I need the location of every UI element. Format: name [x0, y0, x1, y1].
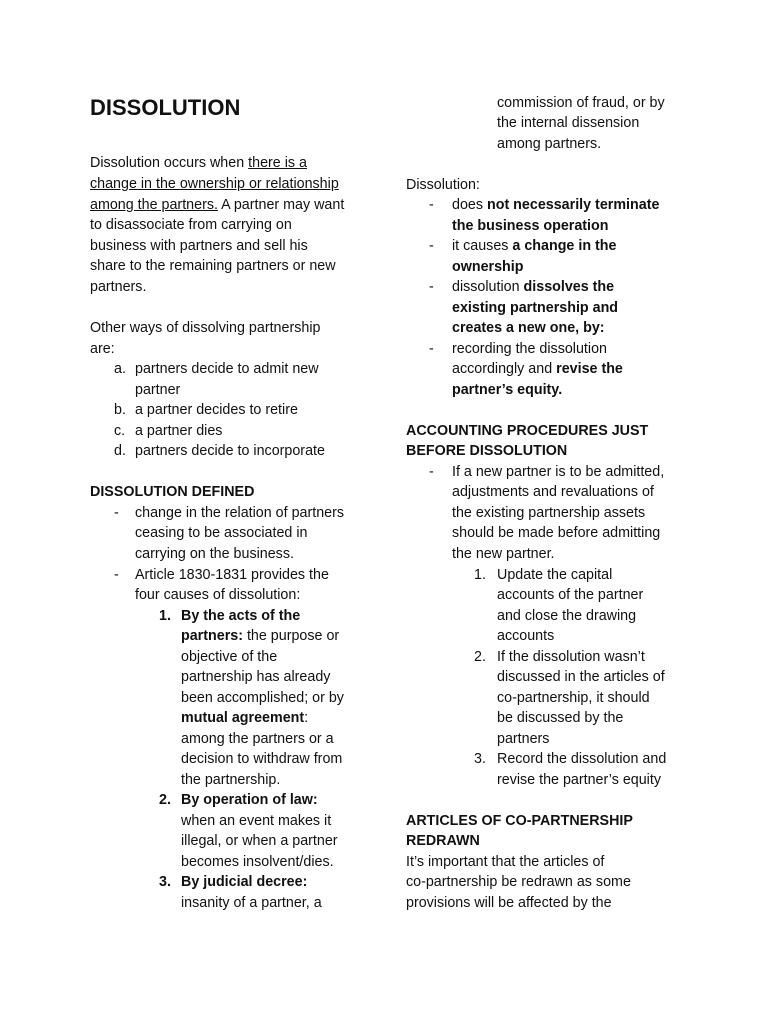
section-heading: ARTICLES OF CO-PARTNERSHIP [406, 813, 633, 829]
step-line: be discussed by the [497, 710, 624, 726]
bullet-line: ceasing to be associated in [135, 525, 308, 541]
cause-line [181, 708, 308, 729]
section-heading: BEFORE DISSOLUTION [406, 443, 568, 459]
dash-marker: - [429, 464, 434, 480]
page-title: DISSOLUTION [90, 95, 241, 120]
section-heading: DISSOLUTION DEFINED [90, 484, 255, 500]
bullet-line: If a new partner is to be admitted, [452, 464, 665, 480]
bullet-line: ownership [452, 259, 524, 275]
paragraph-line: are: [90, 341, 115, 357]
bullet-line: creates a new one, by: [452, 320, 605, 336]
step-line: partners [497, 731, 550, 747]
cause-line: insanity of a partner, a [181, 895, 322, 911]
bullet-line: change in the relation of partners [135, 505, 345, 521]
number-marker: 2. [159, 792, 171, 808]
intro-line: share to the remaining partners or new [90, 258, 336, 274]
list-item: partners decide to admit new [135, 361, 319, 377]
cause-line [181, 626, 339, 647]
underlined-text: among the partners. [90, 197, 218, 213]
bullet-line: the business operation [452, 218, 609, 234]
text: : [304, 710, 309, 726]
dash-marker: - [114, 567, 119, 583]
intro-line [90, 153, 307, 174]
cause-line: when an event makes it [181, 813, 332, 829]
cause-line: decision to withdraw from [181, 751, 343, 767]
bold-text: not necessarily terminate [486, 197, 660, 213]
cause-line: partnership has already [181, 669, 331, 685]
bold-text: partners: [181, 628, 243, 644]
text-line: the internal dissension [497, 115, 640, 131]
list-item: partner [135, 382, 181, 398]
paragraph-line: provisions will be affected by the [406, 895, 612, 911]
bullet-line: partner’s equity. [452, 382, 563, 398]
list-marker: a. [114, 361, 126, 377]
bullet-line: Article 1830-1831 provides the [135, 567, 329, 583]
paragraph-line: Other ways of dissolving partnership [90, 320, 321, 336]
text-line: among partners. [497, 136, 602, 152]
bullet-line [452, 359, 623, 380]
dash-marker: - [429, 197, 434, 213]
step-line: discussed in the articles of [497, 669, 665, 685]
paragraph-line: co-partnership be redrawn as some [406, 874, 631, 890]
step-line: accounts of the partner [497, 587, 644, 603]
number-marker: 3. [474, 751, 486, 767]
cause-line: the partnership. [181, 772, 281, 788]
dash-marker: - [114, 505, 119, 521]
number-marker: 1. [159, 608, 171, 624]
bold-text: dissolves the [523, 279, 615, 295]
bold-text: revise the [556, 361, 623, 377]
intro-line [90, 195, 344, 216]
bullet-line: existing partnership and [452, 300, 619, 316]
underlined-text: there is a [248, 155, 307, 171]
number-marker: 1. [474, 567, 486, 583]
step-line: and close the drawing [497, 608, 637, 624]
step-line: revise the partner’s equity [497, 772, 661, 788]
cause-line: illegal, or when a partner [181, 833, 338, 849]
cause-line: been accomplished; or by [181, 690, 344, 706]
list-item: a partner decides to retire [135, 402, 298, 418]
dash-marker: - [429, 279, 434, 295]
text: accordingly and [452, 361, 557, 377]
dash-marker: - [429, 238, 434, 254]
cause-line: By the acts of the [181, 608, 301, 624]
list-marker: b. [114, 402, 126, 418]
text: A partner may want [217, 197, 345, 213]
text: dissolution [452, 279, 524, 295]
paragraph-label: Dissolution: [406, 177, 480, 193]
bullet-line: adjustments and revaluations of [452, 484, 654, 500]
cause-line: By judicial decree: [181, 874, 308, 890]
section-heading: REDRAWN [406, 833, 480, 849]
text: Dissolution occurs when [90, 155, 249, 171]
step-line: co-partnership, it should [497, 690, 650, 706]
text-line: commission of fraud, or by [497, 95, 665, 111]
intro-line: partners. [90, 279, 147, 295]
text: it causes [452, 238, 513, 254]
section-heading: ACCOUNTING PROCEDURES JUST [406, 423, 649, 439]
cause-line: By operation of law: [181, 792, 318, 808]
list-item: partners decide to incorporate [135, 443, 325, 459]
bold-text: a change in the [512, 238, 617, 254]
list-marker: d. [114, 443, 126, 459]
list-marker: c. [114, 423, 126, 439]
list-item: a partner dies [135, 423, 223, 439]
bullet-line: the existing partnership assets [452, 505, 646, 521]
text: does [452, 197, 487, 213]
step-line: Record the dissolution and [497, 751, 667, 767]
number-marker: 2. [474, 649, 486, 665]
bullet-line: recording the dissolution [452, 341, 607, 357]
bullet-line: carrying on the business. [135, 546, 294, 562]
intro-line: business with partners and sell his [90, 238, 308, 254]
step-line: If the dissolution wasn’t [497, 649, 645, 665]
cause-line: among the partners or a [181, 731, 334, 747]
intro-line: change in the ownership or relationship [90, 176, 339, 192]
intro-line: to disassociate from carrying on [90, 217, 292, 233]
bullet-line: four causes of dissolution: [135, 587, 301, 603]
cause-line: becomes insolvent/dies. [181, 854, 334, 870]
number-marker: 3. [159, 874, 171, 890]
cause-line: objective of the [181, 649, 278, 665]
bullet-line [452, 195, 659, 216]
text: the purpose or [242, 628, 340, 644]
step-line: accounts [497, 628, 555, 644]
bold-text: mutual agreement [181, 710, 305, 726]
step-line: Update the capital [497, 567, 613, 583]
bullet-line [452, 236, 616, 257]
bullet-line: should be made before admitting [452, 525, 661, 541]
bullet-line: the new partner. [452, 546, 555, 562]
bullet-line [452, 277, 614, 298]
dash-marker: - [429, 341, 434, 357]
paragraph-line: It’s important that the articles of [406, 854, 605, 870]
